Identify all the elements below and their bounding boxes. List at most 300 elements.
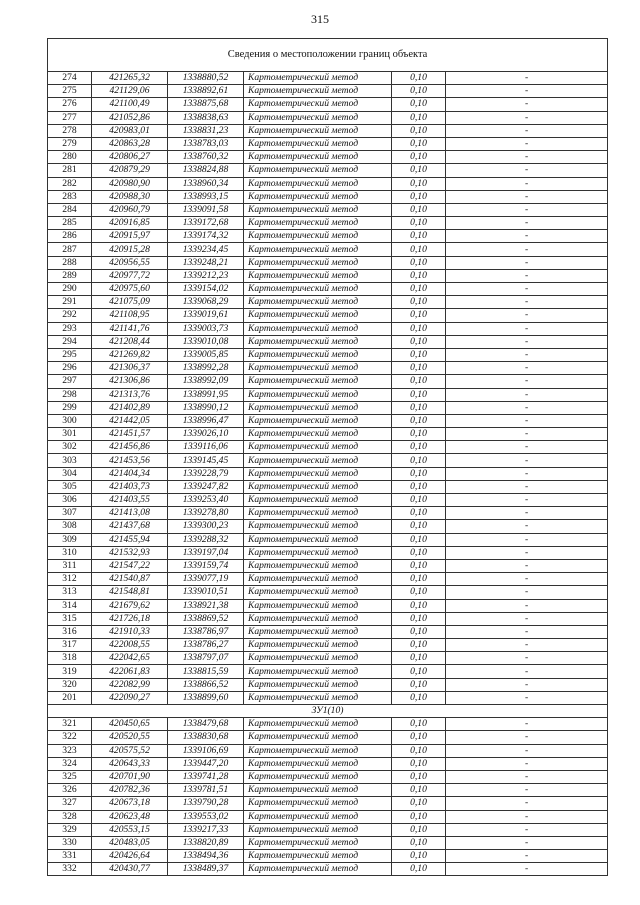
table-row (48, 836, 608, 849)
x-coordinate: 421265,32 (92, 72, 168, 85)
table-row (48, 414, 608, 427)
x-coordinate: 421532,93 (92, 546, 168, 559)
note: - (446, 625, 608, 638)
table-row (48, 375, 608, 388)
precision: 0,10 (392, 362, 446, 375)
x-coordinate: 420916,85 (92, 217, 168, 230)
method: Картометрический метод (244, 335, 392, 348)
method: Картометрический метод (244, 863, 392, 876)
method: Картометрический метод (244, 72, 392, 85)
page-number: 315 (311, 12, 329, 26)
point-number: 297 (48, 375, 92, 388)
note: - (446, 85, 608, 98)
point-number: 321 (48, 718, 92, 731)
note: - (446, 863, 608, 876)
y-coordinate: 1338760,32 (168, 151, 244, 164)
precision: 0,10 (392, 256, 446, 269)
table-title: Сведения о местоположении границ объекта (48, 39, 608, 72)
point-number: 323 (48, 744, 92, 757)
table-row (48, 124, 608, 137)
point-number: 288 (48, 256, 92, 269)
x-coordinate: 420956,55 (92, 256, 168, 269)
precision: 0,10 (392, 164, 446, 177)
method: Картометрический метод (244, 164, 392, 177)
note: - (446, 678, 608, 691)
note: - (446, 322, 608, 335)
point-number: 305 (48, 480, 92, 493)
method: Картометрический метод (244, 691, 392, 704)
note: - (446, 797, 608, 810)
point-number: 327 (48, 797, 92, 810)
table-row (48, 480, 608, 493)
x-coordinate: 421437,68 (92, 520, 168, 533)
table-row (48, 639, 608, 652)
point-number: 329 (48, 823, 92, 836)
method: Картометрический метод (244, 757, 392, 770)
x-coordinate: 420643,33 (92, 757, 168, 770)
method: Картометрический метод (244, 230, 392, 243)
precision: 0,10 (392, 507, 446, 520)
point-number: 312 (48, 573, 92, 586)
y-coordinate: 1339288,32 (168, 533, 244, 546)
table-row (48, 850, 608, 863)
table-row (48, 362, 608, 375)
note: - (446, 467, 608, 480)
y-coordinate: 1339116,06 (168, 441, 244, 454)
point-number: 296 (48, 362, 92, 375)
y-coordinate: 1338783,03 (168, 137, 244, 150)
point-number: 278 (48, 124, 92, 137)
table-row (48, 665, 608, 678)
y-coordinate: 1339447,20 (168, 757, 244, 770)
y-coordinate: 1338899,60 (168, 691, 244, 704)
precision: 0,10 (392, 98, 446, 111)
table-row (48, 467, 608, 480)
precision: 0,10 (392, 348, 446, 361)
note: - (446, 665, 608, 678)
method: Картометрический метод (244, 823, 392, 836)
method: Картометрический метод (244, 744, 392, 757)
x-coordinate: 420980,90 (92, 177, 168, 190)
x-coordinate: 421141,76 (92, 322, 168, 335)
table-row (48, 217, 608, 230)
y-coordinate: 1339106,69 (168, 744, 244, 757)
precision: 0,10 (392, 243, 446, 256)
method: Картометрический метод (244, 98, 392, 111)
method: Картометрический метод (244, 850, 392, 863)
point-number: 281 (48, 164, 92, 177)
point-number: 280 (48, 151, 92, 164)
x-coordinate: 421442,05 (92, 414, 168, 427)
y-coordinate: 1338875,68 (168, 98, 244, 111)
x-coordinate: 420450,65 (92, 718, 168, 731)
point-number: 283 (48, 190, 92, 203)
table-row (48, 335, 608, 348)
note: - (446, 124, 608, 137)
note: - (446, 217, 608, 230)
y-coordinate: 1338838,63 (168, 111, 244, 124)
note: - (446, 401, 608, 414)
y-coordinate: 1339228,79 (168, 467, 244, 480)
precision: 0,10 (392, 480, 446, 493)
note: - (446, 269, 608, 282)
method: Картометрический метод (244, 256, 392, 269)
precision: 0,10 (392, 177, 446, 190)
note: - (446, 137, 608, 150)
y-coordinate: 1338892,61 (168, 85, 244, 98)
method: Картометрический метод (244, 639, 392, 652)
precision: 0,10 (392, 625, 446, 638)
precision: 0,10 (392, 533, 446, 546)
point-number: 313 (48, 586, 92, 599)
note: - (446, 309, 608, 322)
x-coordinate: 421547,22 (92, 559, 168, 572)
precision: 0,10 (392, 770, 446, 783)
x-coordinate: 421313,76 (92, 388, 168, 401)
table-row (48, 520, 608, 533)
note: - (446, 190, 608, 203)
y-coordinate: 1339159,74 (168, 559, 244, 572)
x-coordinate: 421306,37 (92, 362, 168, 375)
y-coordinate: 1338479,68 (168, 718, 244, 731)
precision: 0,10 (392, 428, 446, 441)
table-row (48, 507, 608, 520)
note: - (446, 256, 608, 269)
method: Картометрический метод (244, 507, 392, 520)
table-row (48, 283, 608, 296)
method: Картометрический метод (244, 322, 392, 335)
point-number: 285 (48, 217, 92, 230)
note: - (446, 428, 608, 441)
table-row (48, 731, 608, 744)
x-coordinate: 421453,56 (92, 454, 168, 467)
section-label: ЗУ1(10) (48, 705, 608, 718)
point-number: 311 (48, 559, 92, 572)
table-row (48, 441, 608, 454)
x-coordinate: 420701,90 (92, 770, 168, 783)
precision: 0,10 (392, 573, 446, 586)
precision: 0,10 (392, 678, 446, 691)
table-row (48, 559, 608, 572)
method: Картометрический метод (244, 731, 392, 744)
y-coordinate: 1339077,19 (168, 573, 244, 586)
precision: 0,10 (392, 111, 446, 124)
precision: 0,10 (392, 388, 446, 401)
precision: 0,10 (392, 850, 446, 863)
precision: 0,10 (392, 217, 446, 230)
note: - (446, 546, 608, 559)
method: Картометрический метод (244, 85, 392, 98)
precision: 0,10 (392, 639, 446, 652)
precision: 0,10 (392, 322, 446, 335)
table-row (48, 599, 608, 612)
precision: 0,10 (392, 85, 446, 98)
method: Картометрический метод (244, 177, 392, 190)
method: Картометрический метод (244, 401, 392, 414)
precision: 0,10 (392, 863, 446, 876)
note: - (446, 388, 608, 401)
point-number: 326 (48, 784, 92, 797)
table-row (48, 230, 608, 243)
precision: 0,10 (392, 810, 446, 823)
precision: 0,10 (392, 652, 446, 665)
point-number: 309 (48, 533, 92, 546)
y-coordinate: 1338831,23 (168, 124, 244, 137)
precision: 0,10 (392, 586, 446, 599)
point-number: 318 (48, 652, 92, 665)
note: - (446, 718, 608, 731)
point-number: 295 (48, 348, 92, 361)
table-row (48, 164, 608, 177)
x-coordinate: 421455,94 (92, 533, 168, 546)
x-coordinate: 421075,09 (92, 296, 168, 309)
note: - (446, 348, 608, 361)
y-coordinate: 1338786,27 (168, 639, 244, 652)
y-coordinate: 1338820,89 (168, 836, 244, 849)
point-number: 282 (48, 177, 92, 190)
x-coordinate: 421208,44 (92, 335, 168, 348)
precision: 0,10 (392, 731, 446, 744)
point-number: 304 (48, 467, 92, 480)
point-number: 314 (48, 599, 92, 612)
x-coordinate: 421679,62 (92, 599, 168, 612)
point-number: 274 (48, 72, 92, 85)
y-coordinate: 1339741,28 (168, 770, 244, 783)
table-row (48, 678, 608, 691)
point-number: 290 (48, 283, 92, 296)
method: Картометрический метод (244, 151, 392, 164)
method: Картометрический метод (244, 546, 392, 559)
y-coordinate: 1338815,59 (168, 665, 244, 678)
y-coordinate: 1339197,04 (168, 546, 244, 559)
x-coordinate: 420879,29 (92, 164, 168, 177)
note: - (446, 494, 608, 507)
x-coordinate: 421404,34 (92, 467, 168, 480)
method: Картометрический метод (244, 678, 392, 691)
point-number: 291 (48, 296, 92, 309)
note: - (446, 823, 608, 836)
method: Картометрический метод (244, 599, 392, 612)
precision: 0,10 (392, 757, 446, 770)
method: Картометрический метод (244, 414, 392, 427)
y-coordinate: 1338786,97 (168, 625, 244, 638)
point-number: 317 (48, 639, 92, 652)
point-number: 276 (48, 98, 92, 111)
x-coordinate: 420960,79 (92, 203, 168, 216)
note: - (446, 480, 608, 493)
y-coordinate: 1338990,12 (168, 401, 244, 414)
x-coordinate: 421108,95 (92, 309, 168, 322)
table-row (48, 863, 608, 876)
point-number: 284 (48, 203, 92, 216)
x-coordinate: 420915,28 (92, 243, 168, 256)
x-coordinate: 421726,18 (92, 612, 168, 625)
y-coordinate: 1338830,68 (168, 731, 244, 744)
y-coordinate: 1338921,38 (168, 599, 244, 612)
x-coordinate: 421052,86 (92, 111, 168, 124)
table-row (48, 454, 608, 467)
note: - (446, 375, 608, 388)
y-coordinate: 1339553,02 (168, 810, 244, 823)
point-number: 316 (48, 625, 92, 638)
y-coordinate: 1338992,09 (168, 375, 244, 388)
x-coordinate: 420782,36 (92, 784, 168, 797)
point-number: 306 (48, 494, 92, 507)
method: Картометрический метод (244, 665, 392, 678)
table-row (48, 296, 608, 309)
table-row (48, 309, 608, 322)
method: Картометрический метод (244, 770, 392, 783)
table-row (48, 98, 608, 111)
precision: 0,10 (392, 375, 446, 388)
precision: 0,10 (392, 137, 446, 150)
y-coordinate: 1339005,85 (168, 348, 244, 361)
table-title-row (48, 39, 608, 72)
point-number: 275 (48, 85, 92, 98)
table-row (48, 784, 608, 797)
method: Картометрический метод (244, 454, 392, 467)
point-number: 301 (48, 428, 92, 441)
y-coordinate: 1339174,32 (168, 230, 244, 243)
y-coordinate: 1339026,10 (168, 428, 244, 441)
point-number: 325 (48, 770, 92, 783)
note: - (446, 243, 608, 256)
point-number: 328 (48, 810, 92, 823)
note: - (446, 731, 608, 744)
x-coordinate: 420520,55 (92, 731, 168, 744)
y-coordinate: 1338991,95 (168, 388, 244, 401)
precision: 0,10 (392, 151, 446, 164)
note: - (446, 454, 608, 467)
point-number: 201 (48, 691, 92, 704)
x-coordinate: 421402,89 (92, 401, 168, 414)
precision: 0,10 (392, 283, 446, 296)
precision: 0,10 (392, 784, 446, 797)
precision: 0,10 (392, 665, 446, 678)
precision: 0,10 (392, 494, 446, 507)
table-row (48, 388, 608, 401)
note: - (446, 850, 608, 863)
note: - (446, 810, 608, 823)
x-coordinate: 421403,73 (92, 480, 168, 493)
x-coordinate: 421306,86 (92, 375, 168, 388)
table-row (48, 718, 608, 731)
section-row (48, 705, 608, 718)
note: - (446, 612, 608, 625)
y-coordinate: 1339010,08 (168, 335, 244, 348)
y-coordinate: 1339278,80 (168, 507, 244, 520)
point-number: 315 (48, 612, 92, 625)
y-coordinate: 1338797,07 (168, 652, 244, 665)
point-number: 300 (48, 414, 92, 427)
x-coordinate: 421540,87 (92, 573, 168, 586)
point-number: 286 (48, 230, 92, 243)
x-coordinate: 420863,28 (92, 137, 168, 150)
note: - (446, 335, 608, 348)
note: - (446, 203, 608, 216)
y-coordinate: 1338996,47 (168, 414, 244, 427)
method: Картометрический метод (244, 309, 392, 322)
y-coordinate: 1339300,23 (168, 520, 244, 533)
point-number: 289 (48, 269, 92, 282)
x-coordinate: 420988,30 (92, 190, 168, 203)
y-coordinate: 1339003,73 (168, 322, 244, 335)
note: - (446, 296, 608, 309)
note: - (446, 586, 608, 599)
note: - (446, 230, 608, 243)
note: - (446, 757, 608, 770)
table-row (48, 586, 608, 599)
x-coordinate: 420673,18 (92, 797, 168, 810)
method: Картометрический метод (244, 283, 392, 296)
x-coordinate: 421269,82 (92, 348, 168, 361)
table-row (48, 137, 608, 150)
point-number: 322 (48, 731, 92, 744)
x-coordinate: 422090,27 (92, 691, 168, 704)
table-row (48, 401, 608, 414)
precision: 0,10 (392, 230, 446, 243)
table-row (48, 494, 608, 507)
method: Картометрический метод (244, 467, 392, 480)
point-number: 319 (48, 665, 92, 678)
y-coordinate: 1339790,28 (168, 797, 244, 810)
y-coordinate: 1339247,82 (168, 480, 244, 493)
y-coordinate: 1338489,37 (168, 863, 244, 876)
note: - (446, 98, 608, 111)
y-coordinate: 1338494,36 (168, 850, 244, 863)
x-coordinate: 421910,33 (92, 625, 168, 638)
table-row (48, 428, 608, 441)
y-coordinate: 1339781,51 (168, 784, 244, 797)
point-number: 310 (48, 546, 92, 559)
y-coordinate: 1338869,52 (168, 612, 244, 625)
precision: 0,10 (392, 467, 446, 480)
x-coordinate: 420553,15 (92, 823, 168, 836)
x-coordinate: 422082,99 (92, 678, 168, 691)
method: Картометрический метод (244, 243, 392, 256)
point-number: 298 (48, 388, 92, 401)
note: - (446, 283, 608, 296)
x-coordinate: 421100,49 (92, 98, 168, 111)
point-number: 279 (48, 137, 92, 150)
table-row (48, 85, 608, 98)
note: - (446, 111, 608, 124)
table-row (48, 322, 608, 335)
method: Картометрический метод (244, 784, 392, 797)
table-row (48, 744, 608, 757)
point-number: 294 (48, 335, 92, 348)
table-row (48, 111, 608, 124)
method: Картометрический метод (244, 797, 392, 810)
x-coordinate: 420483,05 (92, 836, 168, 849)
method: Картометрический метод (244, 718, 392, 731)
x-coordinate: 421413,08 (92, 507, 168, 520)
y-coordinate: 1339010,51 (168, 586, 244, 599)
method: Картометрический метод (244, 810, 392, 823)
precision: 0,10 (392, 72, 446, 85)
point-number: 330 (48, 836, 92, 849)
precision: 0,10 (392, 441, 446, 454)
method: Картометрический метод (244, 190, 392, 203)
precision: 0,10 (392, 203, 446, 216)
method: Картометрический метод (244, 533, 392, 546)
precision: 0,10 (392, 744, 446, 757)
x-coordinate: 421129,06 (92, 85, 168, 98)
point-number: 320 (48, 678, 92, 691)
table-row (48, 652, 608, 665)
method: Картометрический метод (244, 573, 392, 586)
method: Картометрический метод (244, 652, 392, 665)
